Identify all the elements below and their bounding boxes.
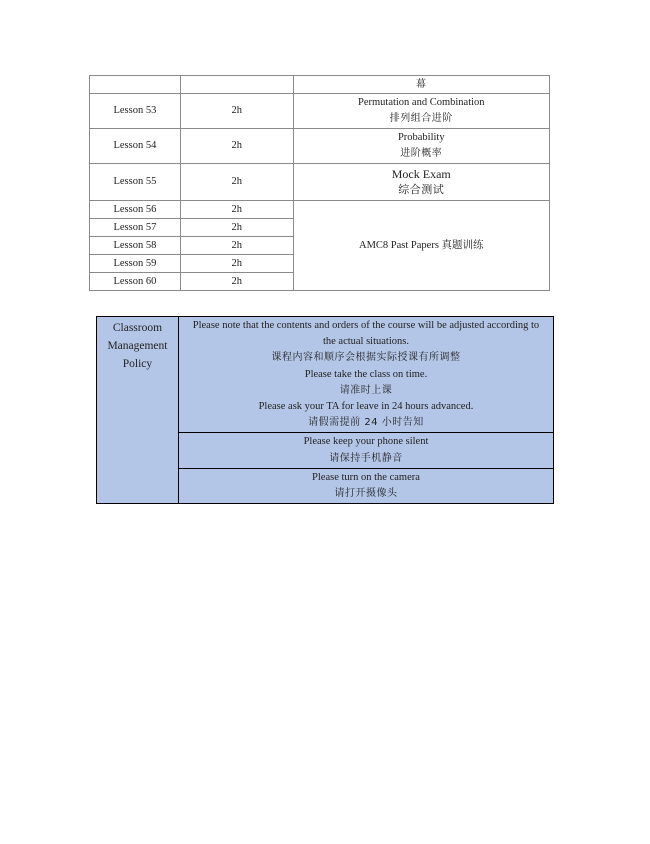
policy-line: Please note that the contents and orders of the course will be adjusted according to [192,320,540,331]
lesson-cell: Lesson 59 [90,255,181,273]
policy-line: 课程内容和顺序会根据实际授课有所调整 [271,352,461,364]
table-row [90,129,550,164]
lesson-schedule-table [89,75,550,291]
policy-line: 请假需提前 24 小时告知 [308,417,424,429]
table-row [90,94,550,129]
lesson-cell: Lesson 57 [90,219,181,237]
hours-cell: 2h [180,273,293,291]
lesson-cell: Lesson 54 [90,129,181,164]
hours-cell: 2h [180,255,293,273]
topic-cell [293,164,549,201]
table-row [90,76,550,94]
table-row [97,317,554,433]
hours-cell: 2h [180,201,293,219]
policy-line: 请保持手机静音 [329,452,403,464]
lesson-cell: Lesson 53 [90,94,181,129]
merged-topic-cell: AMC8 Past Papers 真题训练 [293,201,549,291]
table-row [90,164,550,201]
lesson-cell: Lesson 55 [90,164,181,201]
policy-line: 请打开摄像头 [334,488,398,500]
hours-cell: 2h [180,219,293,237]
policy-notes-cell [178,317,553,433]
policy-label-cell [97,317,179,504]
lesson-cell [90,76,181,94]
topic-chinese: 进阶概率 [400,148,443,159]
topic-chinese: 综合测试 [398,183,445,196]
policy-line: Please take the class on time. [304,368,428,380]
topic-english: Mock Exam [391,166,451,181]
policy-label-line: Classroom [112,322,163,334]
hours-cell: 2h [180,237,293,255]
topic-english: Permutation and Combination [357,96,485,108]
topic-cell: 幕 [293,76,549,94]
policy-line: 请准时上课 [339,384,393,396]
hours-cell: 2h [180,164,293,201]
policy-line: Please keep your phone silent [303,436,429,448]
policy-camera-cell [178,468,553,503]
lesson-cell: Lesson 60 [90,273,181,291]
topic-cell [293,129,549,164]
topic-cell [293,94,549,129]
hours-cell: 2h [180,129,293,164]
policy-phone-cell [178,433,553,468]
classroom-policy-table [96,316,554,504]
topic-english: Probability [397,131,445,143]
hours-cell [180,76,293,94]
topic-chinese: 排列组合进阶 [389,113,453,124]
policy-label-line: Management [107,340,168,352]
hours-cell: 2h [180,94,293,129]
table-row [90,201,550,219]
policy-line: the actual situations. [322,336,409,348]
policy-line: Please ask your TA for leave in 24 hours advanced. [258,401,474,413]
policy-line: Please turn on the camera [312,471,420,483]
lesson-cell: Lesson 56 [90,201,181,219]
policy-label-line: Policy [122,358,153,370]
lesson-cell: Lesson 58 [90,237,181,255]
